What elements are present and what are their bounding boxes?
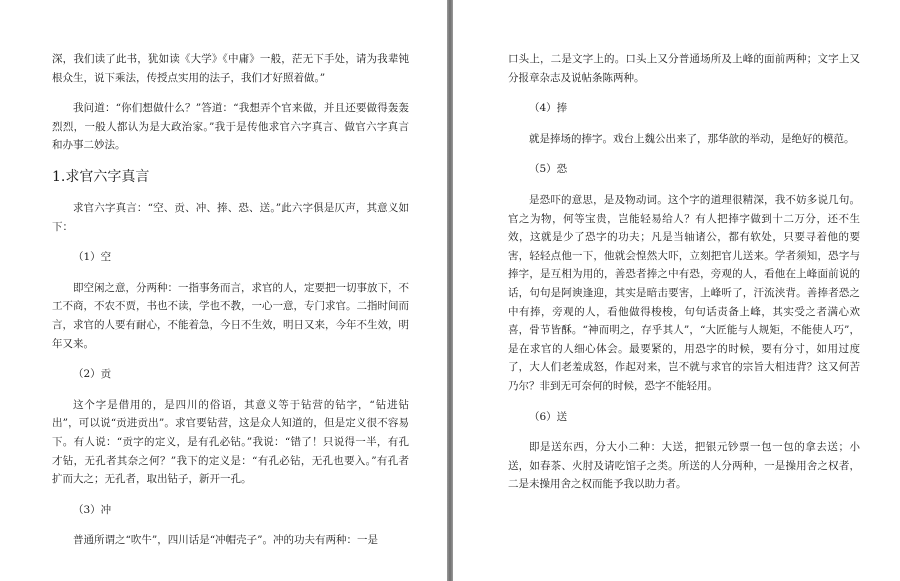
- paragraph: 我问道：“你们想做什么？”答道：“我想弄个官来做，并且还要做得轰轰烈烈，一般人都认为是大政治家。”我于是传他求官六字真言、做官六字真言和办事二妙法。: [52, 102, 409, 152]
- paragraph: 普通所谓之“吹牛”，四川话是“冲帽壳子”。冲的功夫有两种：一是: [73, 534, 378, 547]
- subheading-kong2: （5）恐: [529, 163, 568, 176]
- paragraph: 是恐吓的意思，是及物动词。这个字的道理很精深，我不妨多说几句。官之为物，何等宝贵，岂能轻易给人？有人把捧字做到十二万分，还不生效，这就是少了恐字的功夫；凡是当轴诸公，都有软处，只要寻着他的要害，轻轻点他一下，他就会惶然大吓，立刻把官儿送来。学者须知，恐字与捧字，是互相为用的，善恐者捧之中有恐，旁观的人，看他在上峰面前说的话，句句是阿谀逢迎，其实是暗击要害，上峰听了，汗流浃背。善捧者恐之中有捧，旁观的人，看他做得梭梭，句句话责备上峰，其实受之者满心欢喜，骨节皆酥。“神而明之，存乎其人”，“大匠能与人规矩，不能使人巧”，是在求官的人细心体会。最要紧的，用恐字的时候，要有分寸，如用过度了，大人们老羞成怒，作起对来，岂不就与求官的宗旨大相违背？这又何苦乃尔？非到无可奈何的时候，恐字不能轻用。: [508, 193, 860, 392]
- paragraph: 即是送东西，分大小二种：大送，把银元钞票一包一包的拿去送；小送，如春茶、火肘及请吃馆子之类。所送的人分两种，一是操用舍之权者，二是未操用舍之权而能予我以助力者。: [508, 441, 860, 491]
- paragraph: 口头上，二是文字上的。口头上又分普通场所及上峰的面前两种；文字上又分报章杂志及说帖条陈两种。: [508, 53, 860, 84]
- left-page: [0, 0, 447, 581]
- section-heading: 1.求官六字真言: [52, 168, 150, 185]
- subheading-chong: （3）冲: [73, 503, 112, 516]
- right-page: [453, 0, 900, 581]
- paragraph: 就是捧场的捧字。戏台上魏公出来了，那华歆的举动，是绝好的模范。: [529, 132, 855, 145]
- paragraph: 即空闲之意，分两种：一指事务而言，求官的人，定要把一切事放下，不工不商，不农不贾，书也不读，学也不教，一心一意，专门求官。二指时间而言，求官的人要有耐心，不能着急，今日不生效，明日又来，今年不生效，明年又来。: [52, 281, 409, 350]
- paragraph: 深，我们读了此书，犹如读《大学》《中庸》一般，茫无下手处，请为我辈钝根众生，说下乘法，传授点实用的法子，我们才好照着做。”: [52, 53, 409, 84]
- paragraph: 求官六字真言：“空、贡、冲、捧、恐、送。”此六字俱是仄声，其意义如下：: [52, 201, 409, 233]
- subheading-song: （6）送: [529, 410, 568, 423]
- subheading-kong: （1）空: [73, 251, 112, 264]
- paragraph: 这个字是借用的，是四川的俗语，其意义等于钻营的钻字，“钻进钻出”，可以说“贡进贡出”。求官要钻营，这是众人知道的，但是定义很不容易下。有人说：“贡字的定义，是有孔必钻。”我说：“错了！只说得一半，有孔才钻，无孔者其奈之何？”我下的定义是：“有孔必钻，无孔也要入。”有孔者扩而大之；无孔者，取出钻子，新开一孔。: [52, 398, 409, 486]
- subheading-peng: （4）捧: [529, 102, 568, 115]
- subheading-gong: （2）贡: [73, 368, 112, 381]
